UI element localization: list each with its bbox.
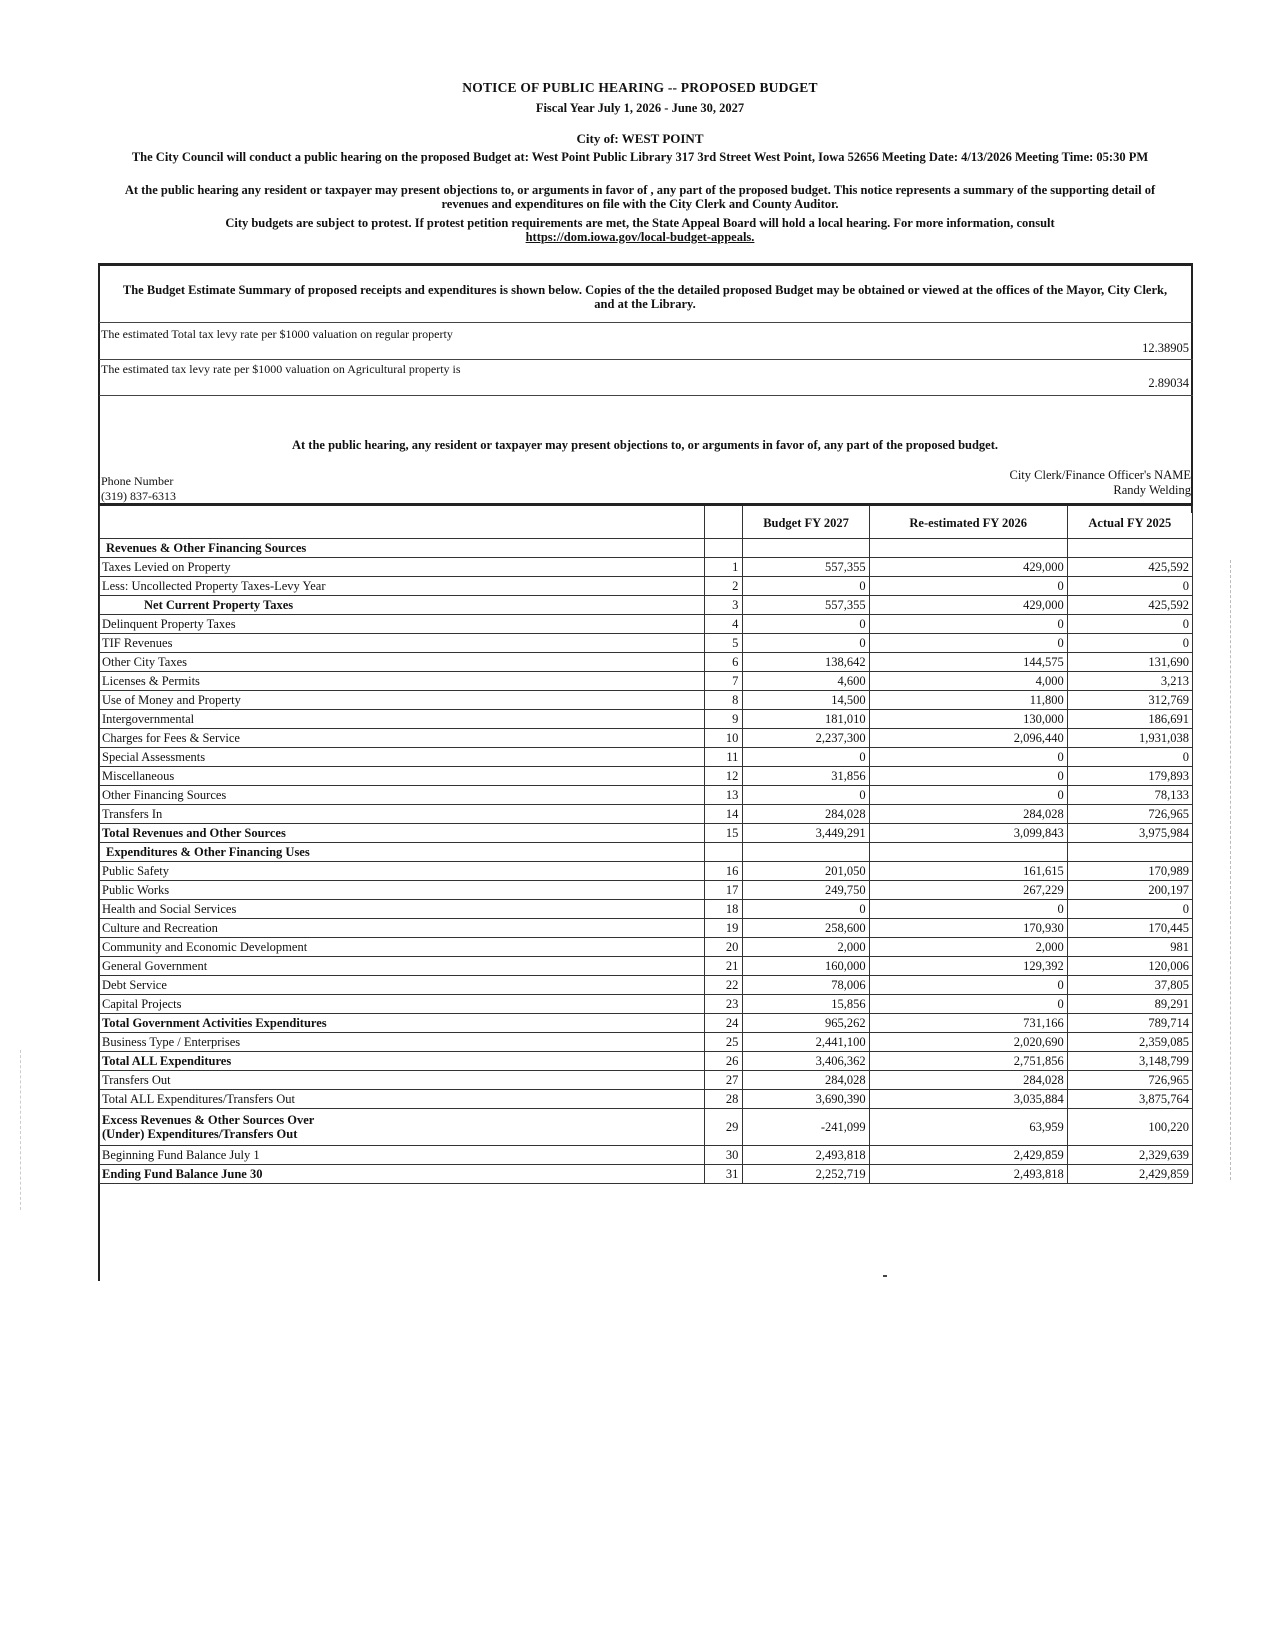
row-label: General Government — [100, 957, 705, 976]
row-number: 22 — [704, 976, 743, 995]
row-number: 14 — [704, 805, 743, 824]
reestimated-fy2026-value: 0 — [869, 767, 1067, 786]
table-row — [100, 976, 1193, 995]
table-row — [100, 653, 1193, 672]
city-name: City of: WEST POINT — [576, 131, 704, 146]
row-label: Special Assessments — [100, 748, 705, 767]
reestimated-fy2026-value: 0 — [869, 615, 1067, 634]
reestimated-fy2026-value: 731,166 — [869, 1014, 1067, 1033]
objections-text: At the public hearing any resident or taxpayer may present objections to, or arguments in favor of , any part of the proposed budget. This notice represents a summary of the supporting detail of revenues and expenditures on file with the City Clerk and County Auditor. — [124, 183, 1156, 211]
row-label: Net Current Property Taxes — [100, 596, 705, 615]
levy-regular-label: The estimated Total tax levy rate per $1000 valuation on regular property — [101, 327, 453, 341]
budget-fy2027-value: -241,099 — [743, 1109, 869, 1146]
row-label: Transfers In — [100, 805, 705, 824]
clerk-block — [1009, 468, 1191, 498]
budget-fy2027-value: 258,600 — [743, 919, 869, 938]
actual-fy2025-value: 2,359,085 — [1067, 1033, 1192, 1052]
budget-fy2027-value: 965,262 — [743, 1014, 869, 1033]
row-number: 25 — [704, 1033, 743, 1052]
protest-text-body: City budgets are subject to protest. If protest petition requirements are met, the State Appeal Board will hold a local hearing. For more information, consult — [225, 216, 1055, 230]
table-row — [100, 805, 1193, 824]
row-number: 21 — [704, 957, 743, 976]
table-row — [100, 881, 1193, 900]
budget-fy2027-value: 14,500 — [743, 691, 869, 710]
reestimated-fy2026-value: 144,575 — [869, 653, 1067, 672]
row-number: 1 — [704, 558, 743, 577]
budget-fy2027-value: 0 — [743, 615, 869, 634]
budget-fy2027-value: 4,600 — [743, 672, 869, 691]
table-row — [100, 1071, 1193, 1090]
reestimated-fy2026-value: 3,099,843 — [869, 824, 1067, 843]
actual-fy2025-value: 726,965 — [1067, 1071, 1192, 1090]
reestimated-fy2026-value: 284,028 — [869, 805, 1067, 824]
reestimated-fy2026-value: 63,959 — [869, 1109, 1067, 1146]
phone-label: Phone Number — [101, 474, 174, 488]
reestimated-fy2026-value: 130,000 — [869, 710, 1067, 729]
reestimated-fy2026-value: 129,392 — [869, 957, 1067, 976]
table-row — [100, 938, 1193, 957]
row-number: 5 — [704, 634, 743, 653]
scan-speck — [883, 1275, 887, 1277]
row-label: Public Safety — [100, 862, 705, 881]
table-row — [100, 691, 1193, 710]
row-number: 2 — [704, 577, 743, 596]
budget-fy2027-value: 3,449,291 — [743, 824, 869, 843]
budget-fy2027-value: 138,642 — [743, 653, 869, 672]
reestimated-fy2026-value: 284,028 — [869, 1071, 1067, 1090]
reestimated-fy2026-value: 0 — [869, 748, 1067, 767]
row-label: Use of Money and Property — [100, 691, 705, 710]
budget-fy2027-value: 2,441,100 — [743, 1033, 869, 1052]
row-label: Transfers Out — [100, 1071, 705, 1090]
reestimated-fy2026-value: 2,096,440 — [869, 729, 1067, 748]
budget-table — [99, 503, 1193, 1184]
reestimated-fy2026-value: 0 — [869, 995, 1067, 1014]
clerk-name: Randy Welding — [1113, 483, 1191, 497]
row-number: 4 — [704, 615, 743, 634]
row-number: 12 — [704, 767, 743, 786]
row-number: 23 — [704, 995, 743, 1014]
divider — [99, 322, 1193, 323]
row-number: 17 — [704, 881, 743, 900]
section-label: Expenditures & Other Financing Uses — [100, 843, 705, 862]
table-row — [100, 919, 1193, 938]
row-number: 10 — [704, 729, 743, 748]
actual-fy2025-value: 37,805 — [1067, 976, 1192, 995]
budget-fy2027-value: 0 — [743, 634, 869, 653]
row-number: 20 — [704, 938, 743, 957]
levy-ag-value: 2.89034 — [1148, 376, 1189, 390]
section-revenues — [100, 539, 1193, 558]
actual-fy2025-value: 2,329,639 — [1067, 1146, 1192, 1165]
table-row — [100, 1090, 1193, 1109]
actual-fy2025-value: 179,893 — [1067, 767, 1192, 786]
divider — [99, 395, 1193, 396]
table-row — [100, 957, 1193, 976]
row-number: 11 — [704, 748, 743, 767]
header-index-blank — [704, 505, 743, 539]
row-label: Other City Taxes — [100, 653, 705, 672]
row-number: 16 — [704, 862, 743, 881]
protest-link[interactable]: https://dom.iowa.gov/local-budget-appeals. — [525, 230, 755, 244]
table-row — [100, 634, 1193, 653]
summary-box-right-border — [1191, 263, 1193, 513]
table-row — [100, 824, 1193, 843]
budget-fy2027-value: 181,010 — [743, 710, 869, 729]
header-budget-fy2027: Budget FY 2027 — [743, 505, 869, 539]
budget-fy2027-value: 0 — [743, 786, 869, 805]
reestimated-fy2026-value: 170,930 — [869, 919, 1067, 938]
row-label: Total Revenues and Other Sources — [100, 824, 705, 843]
reestimated-fy2026-value: 429,000 — [869, 558, 1067, 577]
actual-fy2025-value: 170,445 — [1067, 919, 1192, 938]
phone-value: (319) 837-6313 — [101, 489, 176, 503]
row-number: 15 — [704, 824, 743, 843]
reestimated-fy2026-value: 2,020,690 — [869, 1033, 1067, 1052]
levy-ag-label: The estimated tax levy rate per $1000 valuation on Agricultural property is — [101, 362, 461, 376]
budget-fy2027-value: 557,355 — [743, 596, 869, 615]
table-row — [100, 748, 1193, 767]
clerk-label: City Clerk/Finance Officer's NAME — [1009, 468, 1191, 482]
budget-fy2027-value: 15,856 — [743, 995, 869, 1014]
hearing-objections-text: At the public hearing, any resident or taxpayer may present objections to, or arguments in favor of, any part of the proposed budget. — [291, 438, 999, 452]
row-label: Charges for Fees & Service — [100, 729, 705, 748]
row-number: 24 — [704, 1014, 743, 1033]
table-row — [100, 1165, 1193, 1184]
budget-fy2027-value: 2,252,719 — [743, 1165, 869, 1184]
section-expenditures — [100, 843, 1193, 862]
actual-fy2025-value: 0 — [1067, 615, 1192, 634]
row-number: 7 — [704, 672, 743, 691]
row-label: Excess Revenues & Other Sources Over (Under) Expenditures/Transfers Out — [100, 1109, 705, 1146]
row-number: 27 — [704, 1071, 743, 1090]
actual-fy2025-value: 120,006 — [1067, 957, 1192, 976]
row-label: Total Government Activities Expenditures — [100, 1014, 705, 1033]
row-number: 18 — [704, 900, 743, 919]
row-label: Public Works — [100, 881, 705, 900]
summary-box-top-border — [98, 263, 1193, 266]
row-label: Capital Projects — [100, 995, 705, 1014]
budget-fy2027-value: 0 — [743, 748, 869, 767]
row-label: Miscellaneous — [100, 767, 705, 786]
actual-fy2025-value: 3,148,799 — [1067, 1052, 1192, 1071]
actual-fy2025-value: 425,592 — [1067, 596, 1192, 615]
row-label: Intergovernmental — [100, 710, 705, 729]
table-row — [100, 900, 1193, 919]
row-label: Community and Economic Development — [100, 938, 705, 957]
scan-edge-artifact — [1230, 560, 1232, 1180]
table-row — [100, 995, 1193, 1014]
row-number: 3 — [704, 596, 743, 615]
budget-fy2027-value: 557,355 — [743, 558, 869, 577]
budget-fy2027-value: 201,050 — [743, 862, 869, 881]
reestimated-fy2026-value: 0 — [869, 786, 1067, 805]
reestimated-fy2026-value: 2,751,856 — [869, 1052, 1067, 1071]
budget-fy2027-value: 2,000 — [743, 938, 869, 957]
actual-fy2025-value: 789,714 — [1067, 1014, 1192, 1033]
table-row — [100, 1146, 1193, 1165]
budget-fy2027-value: 284,028 — [743, 1071, 869, 1090]
reestimated-fy2026-value: 0 — [869, 976, 1067, 995]
row-label: Other Financing Sources — [100, 786, 705, 805]
table-row — [100, 862, 1193, 881]
actual-fy2025-value: 131,690 — [1067, 653, 1192, 672]
row-number: 26 — [704, 1052, 743, 1071]
row-label: Taxes Levied on Property — [100, 558, 705, 577]
notice-title: NOTICE OF PUBLIC HEARING -- PROPOSED BUDGET — [462, 80, 818, 95]
levy-regular-value: 12.38905 — [1142, 341, 1189, 355]
actual-fy2025-value: 3,875,764 — [1067, 1090, 1192, 1109]
reestimated-fy2026-value: 161,615 — [869, 862, 1067, 881]
table-row — [100, 558, 1193, 577]
row-label: Licenses & Permits — [100, 672, 705, 691]
row-number: 28 — [704, 1090, 743, 1109]
budget-fy2027-value: 2,493,818 — [743, 1146, 869, 1165]
section-label: Revenues & Other Financing Sources — [100, 539, 705, 558]
header-label-blank — [100, 505, 705, 539]
budget-fy2027-value: 31,856 — [743, 767, 869, 786]
fiscal-year: Fiscal Year July 1, 2026 - June 30, 2027 — [535, 101, 745, 115]
budget-fy2027-value: 78,006 — [743, 976, 869, 995]
row-number: 9 — [704, 710, 743, 729]
table-row — [100, 729, 1193, 748]
actual-fy2025-value: 186,691 — [1067, 710, 1192, 729]
reestimated-fy2026-value: 11,800 — [869, 691, 1067, 710]
budget-fy2027-value: 249,750 — [743, 881, 869, 900]
divider — [99, 359, 1193, 360]
actual-fy2025-value: 2,429,859 — [1067, 1165, 1192, 1184]
budget-fy2027-value: 3,406,362 — [743, 1052, 869, 1071]
reestimated-fy2026-value: 429,000 — [869, 596, 1067, 615]
table-row — [100, 786, 1193, 805]
actual-fy2025-value: 3,975,984 — [1067, 824, 1192, 843]
table-row — [100, 710, 1193, 729]
actual-fy2025-value: 1,931,038 — [1067, 729, 1192, 748]
budget-fy2027-value: 0 — [743, 577, 869, 596]
reestimated-fy2026-value: 0 — [869, 634, 1067, 653]
budget-fy2027-value: 2,237,300 — [743, 729, 869, 748]
actual-fy2025-value: 0 — [1067, 748, 1192, 767]
row-number: 19 — [704, 919, 743, 938]
row-number: 6 — [704, 653, 743, 672]
budget-fy2027-value: 3,690,390 — [743, 1090, 869, 1109]
actual-fy2025-value: 425,592 — [1067, 558, 1192, 577]
actual-fy2025-value: 0 — [1067, 900, 1192, 919]
table-row — [100, 1033, 1193, 1052]
budget-fy2027-value: 0 — [743, 900, 869, 919]
actual-fy2025-value: 0 — [1067, 577, 1192, 596]
table-row — [100, 615, 1193, 634]
actual-fy2025-value: 200,197 — [1067, 881, 1192, 900]
row-label: TIF Revenues — [100, 634, 705, 653]
row-label: Culture and Recreation — [100, 919, 705, 938]
row-label: Delinquent Property Taxes — [100, 615, 705, 634]
actual-fy2025-value: 0 — [1067, 634, 1192, 653]
hearing-location: The City Council will conduct a public hearing on the proposed Budget at: West Point Public Library 317 3rd Street West Point, Iowa 52656 Meeting Date: 4/13/2026 Meeting Time: 05:30 PM — [131, 150, 1149, 164]
row-number: 13 — [704, 786, 743, 805]
actual-fy2025-value: 312,769 — [1067, 691, 1192, 710]
reestimated-fy2026-value: 4,000 — [869, 672, 1067, 691]
reestimated-fy2026-value: 2,429,859 — [869, 1146, 1067, 1165]
row-label: Total ALL Expenditures — [100, 1052, 705, 1071]
table-row — [100, 672, 1193, 691]
row-label: Debt Service — [100, 976, 705, 995]
row-label: Health and Social Services — [100, 900, 705, 919]
budget-fy2027-value: 284,028 — [743, 805, 869, 824]
row-label: Beginning Fund Balance July 1 — [100, 1146, 705, 1165]
table-row — [100, 577, 1193, 596]
actual-fy2025-value: 170,989 — [1067, 862, 1192, 881]
budget-summary-text: The Budget Estimate Summary of proposed receipts and expenditures is shown below. Copies of the the detailed proposed Budget may be obtained or viewed at the offices of the Mayor, City Clerk, and at the Library. — [122, 283, 1168, 311]
row-label: Business Type / Enterprises — [100, 1033, 705, 1052]
actual-fy2025-value: 3,213 — [1067, 672, 1192, 691]
actual-fy2025-value: 726,965 — [1067, 805, 1192, 824]
protest-text — [100, 216, 1180, 244]
reestimated-fy2026-value: 3,035,884 — [869, 1090, 1067, 1109]
reestimated-fy2026-value: 0 — [869, 577, 1067, 596]
budget-fy2027-value: 160,000 — [743, 957, 869, 976]
row-number: 29 — [704, 1109, 743, 1146]
reestimated-fy2026-value: 2,000 — [869, 938, 1067, 957]
reestimated-fy2026-value: 267,229 — [869, 881, 1067, 900]
row-label: Ending Fund Balance June 30 — [100, 1165, 705, 1184]
row-label: Total ALL Expenditures/Transfers Out — [100, 1090, 705, 1109]
table-row — [100, 1109, 1193, 1146]
header-actual-fy2025: Actual FY 2025 — [1067, 505, 1192, 539]
phone-block — [101, 474, 176, 504]
actual-fy2025-value: 100,220 — [1067, 1109, 1192, 1146]
row-number: 30 — [704, 1146, 743, 1165]
row-number: 31 — [704, 1165, 743, 1184]
scan-edge-artifact — [20, 1050, 22, 1210]
reestimated-fy2026-value: 0 — [869, 900, 1067, 919]
actual-fy2025-value: 89,291 — [1067, 995, 1192, 1014]
actual-fy2025-value: 78,133 — [1067, 786, 1192, 805]
table-row — [100, 1014, 1193, 1033]
header-reestimated-fy2026: Re-estimated FY 2026 — [869, 505, 1067, 539]
actual-fy2025-value: 981 — [1067, 938, 1192, 957]
table-row — [100, 767, 1193, 786]
row-label: Less: Uncollected Property Taxes-Levy Year — [100, 577, 705, 596]
reestimated-fy2026-value: 2,493,818 — [869, 1165, 1067, 1184]
table-row — [100, 596, 1193, 615]
row-number: 8 — [704, 691, 743, 710]
table-row — [100, 1052, 1193, 1071]
